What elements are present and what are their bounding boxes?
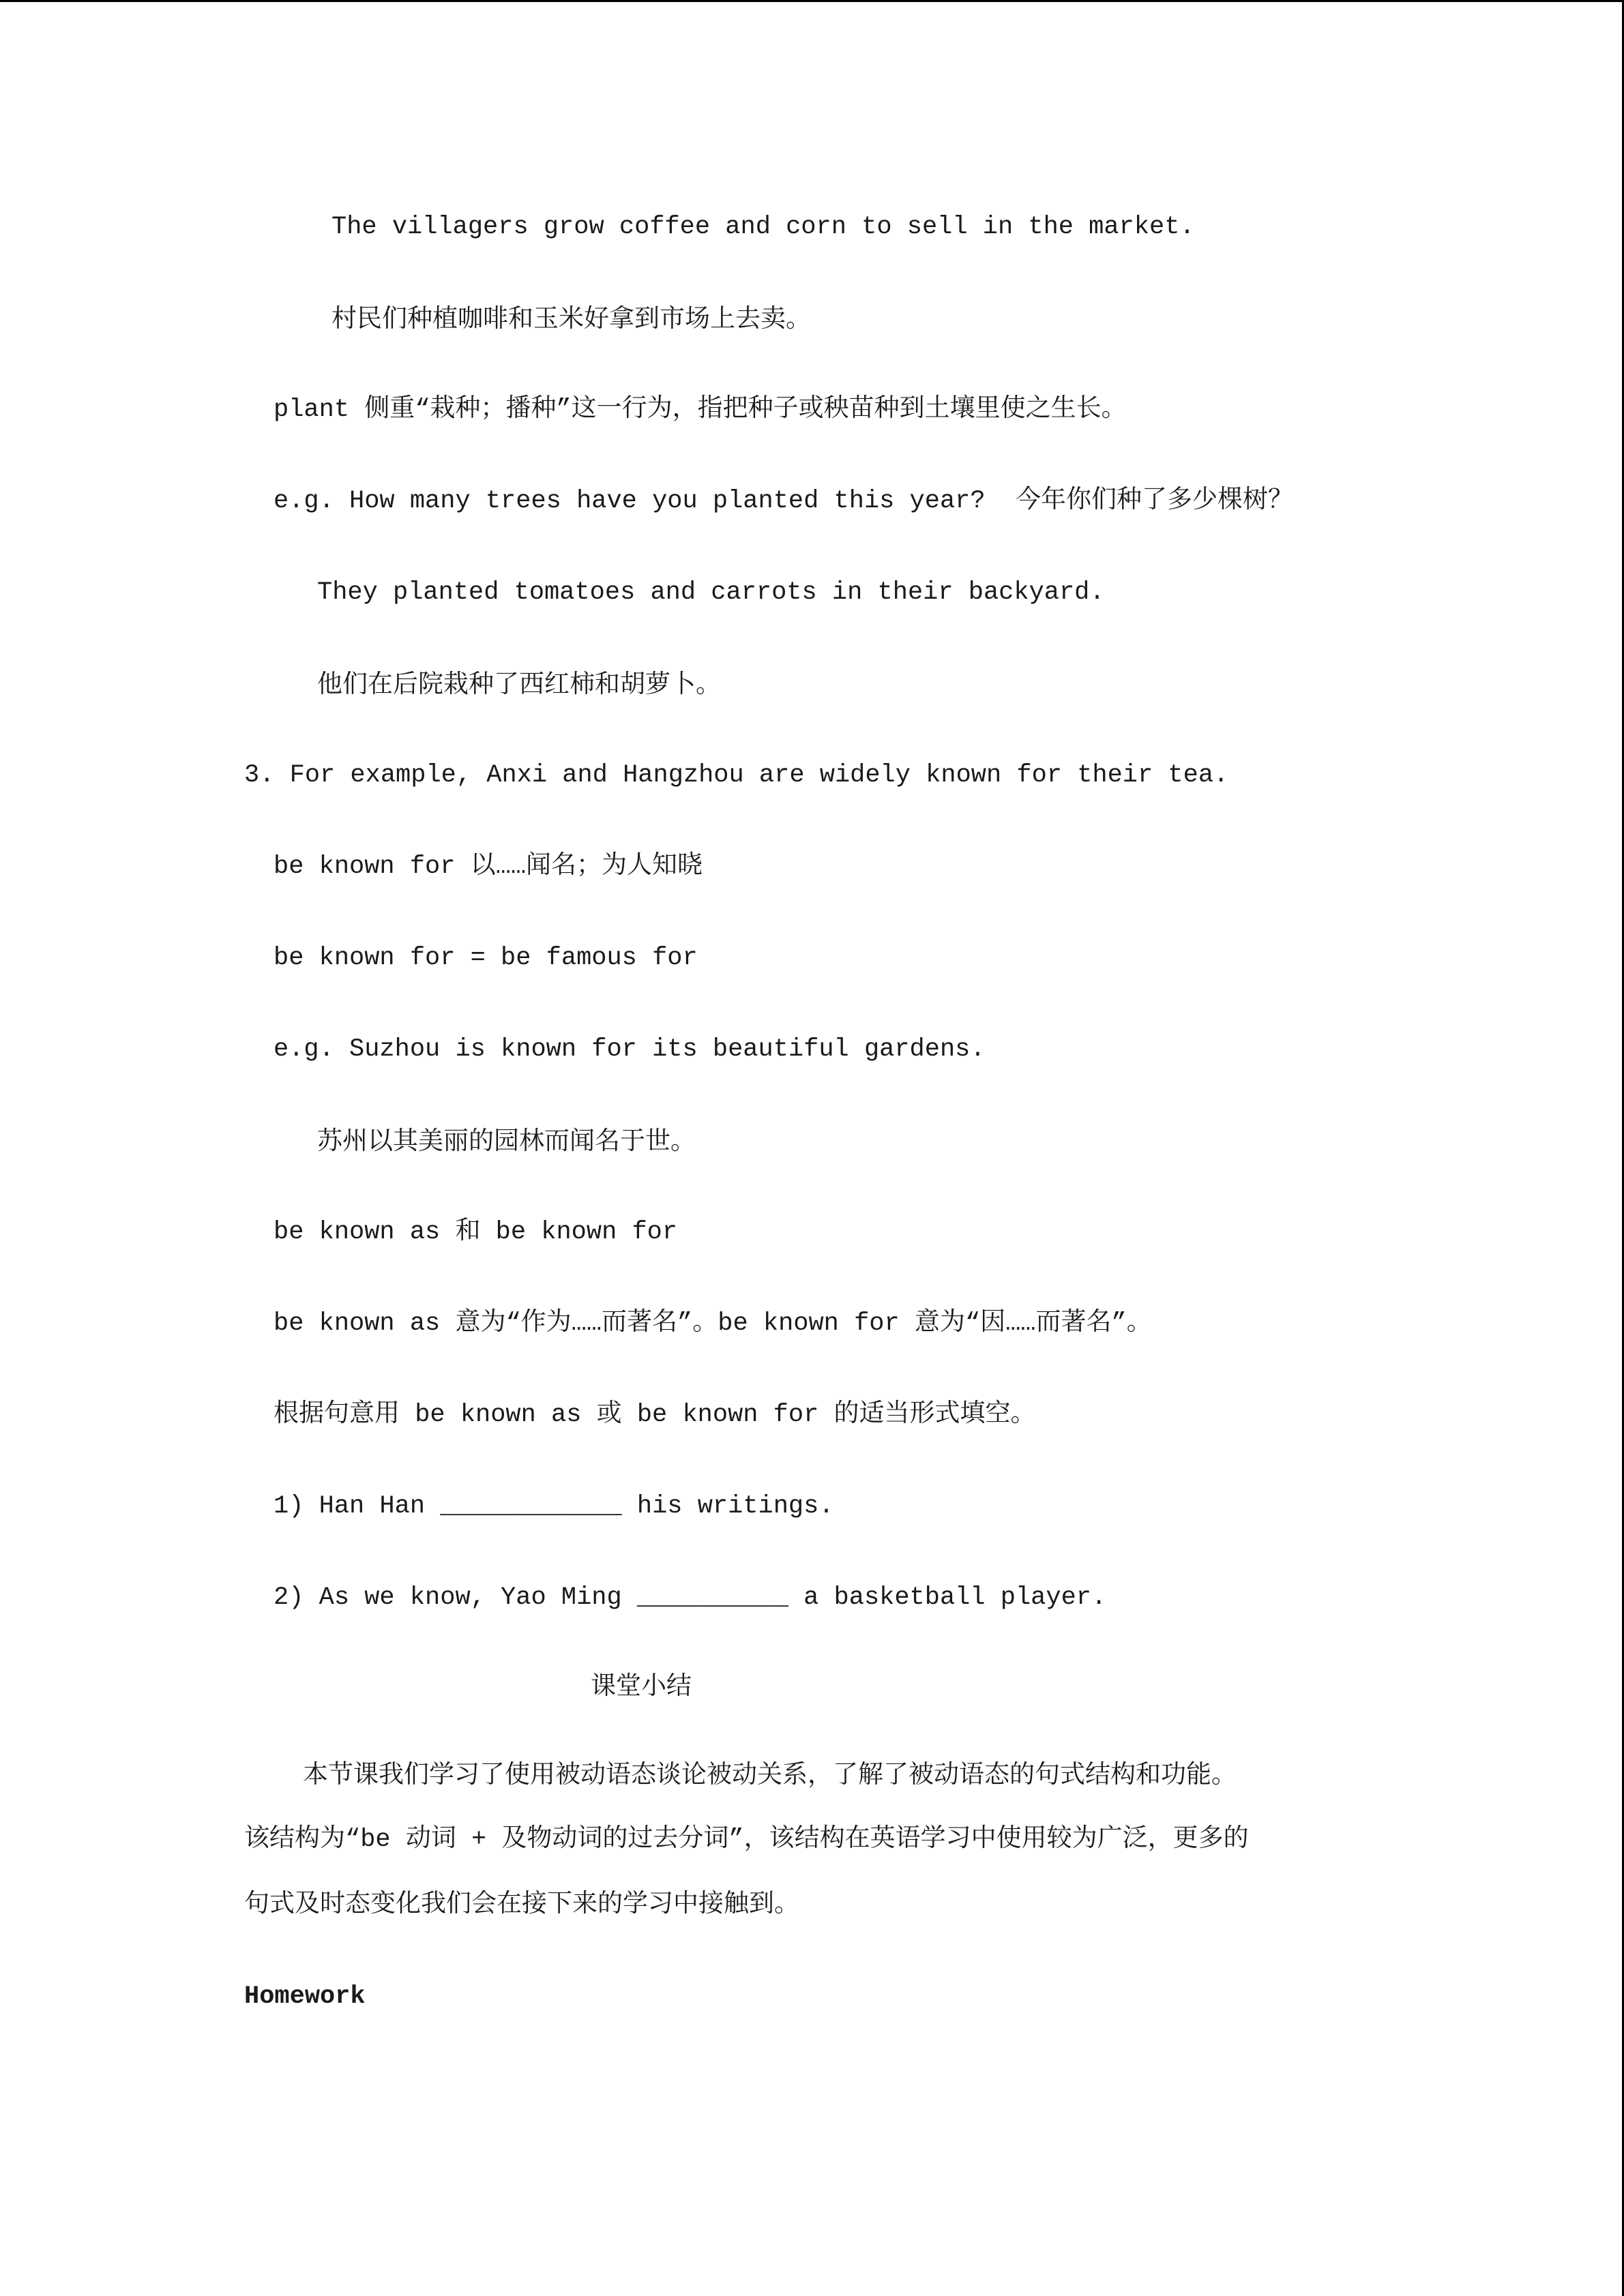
example-sentence-translation: 村民们种植咖啡和玉米好拿到市场上去卖。	[331, 303, 811, 333]
known-as-vs-for-heading: be known as 和 be known for	[274, 1218, 678, 1247]
phrase-be-known-for: be known for 以……闻名；为人知晓	[274, 852, 703, 881]
exercise-item-2: 2) As we know, Yao Ming __________ a basketball player.	[274, 1583, 1107, 1612]
summary-line-2: 该结构为“be 动词 + 及物动词的过去分词”，该结构在英语学习中使用较为广泛，更多的	[244, 1825, 1249, 1854]
plant-example-1: e.g. How many trees have you planted this year? 今年你们种了多少棵树？	[274, 487, 1293, 516]
example-sentence-english: The villagers grow coffee and corn to sell in the market.	[331, 213, 1195, 241]
homework-heading: Homework	[244, 1982, 366, 2011]
plant-example-2-english: They planted tomatoes and carrots in their backyard.	[317, 578, 1105, 607]
known-for-example-english: e.g. Suzhou is known for its beautiful gardens.	[274, 1035, 986, 1064]
plant-example-2-translation: 他们在后院栽种了西红柿和胡萝卜。	[317, 669, 721, 698]
item-3-sentence: 3. For example, Anxi and Hangzhou are widely known for their tea.	[244, 761, 1229, 790]
phrase-synonym: be known for = be famous for	[274, 944, 698, 972]
plant-definition: plant 侧重“栽种；播种”这一行为，指把种子或秧苗种到土壤里使之生长。	[274, 396, 1127, 424]
exercise-instruction: 根据句意用 be known as 或 be known for 的适当形式填空。	[274, 1401, 1036, 1429]
known-as-vs-for-explanation: be known as 意为“作为……而著名”。be known for 意为“因……而著名”。	[274, 1309, 1152, 1338]
summary-line-3: 句式及时态变化我们会在接下来的学习中接触到。	[244, 1888, 799, 1918]
known-for-example-translation: 苏州以其美丽的园林而闻名于世。	[317, 1126, 696, 1155]
section-title: 课堂小结	[591, 1671, 692, 1700]
exercise-item-1: 1) Han Han ____________ his writings.	[274, 1492, 834, 1521]
page-border-top	[0, 0, 1624, 2]
summary-line-1: 本节课我们学习了使用被动语态谈论被动关系，了解了被动语态的句式结构和功能。	[303, 1762, 1237, 1791]
